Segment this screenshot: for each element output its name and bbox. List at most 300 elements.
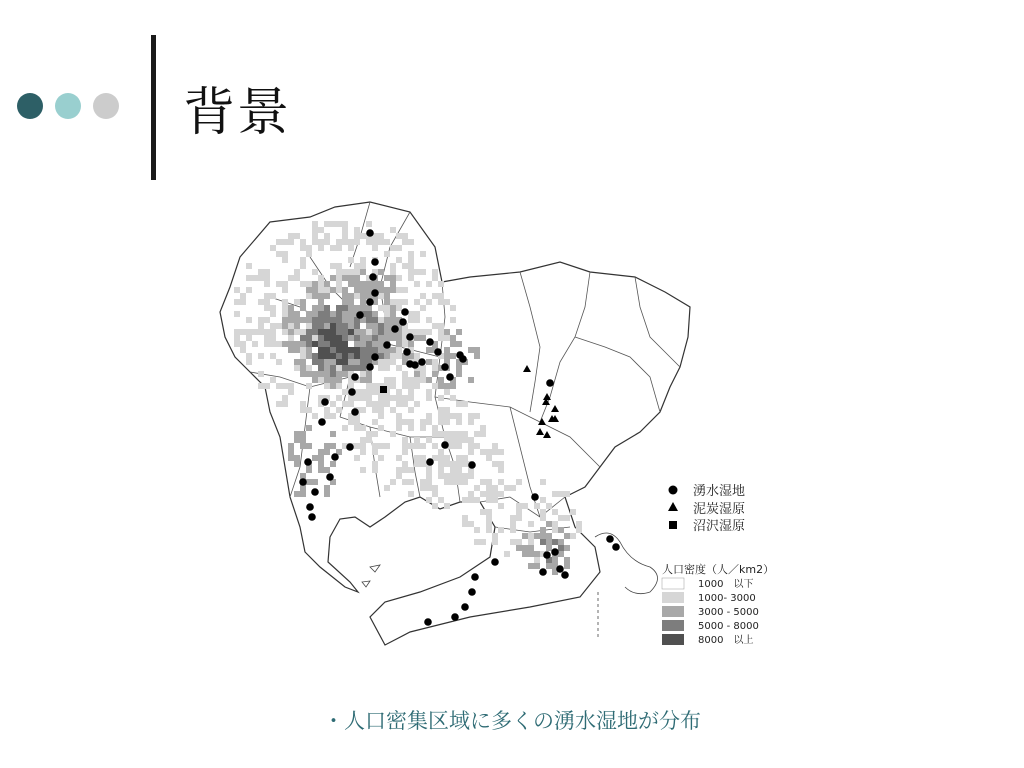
density-cell (330, 383, 336, 389)
density-cell (522, 551, 528, 557)
density-cell (372, 443, 378, 449)
density-cell (354, 419, 360, 425)
density-cell (288, 449, 294, 455)
density-cell (444, 335, 450, 341)
spring-wetland-marker (406, 333, 414, 341)
density-cell (462, 401, 468, 407)
density-cell (342, 365, 348, 371)
density-cell (366, 389, 372, 395)
density-cell (240, 329, 246, 335)
density-cell (318, 347, 324, 353)
density-cell (456, 443, 462, 449)
density-cell (366, 341, 372, 347)
density-cell (354, 353, 360, 359)
density-cell (420, 443, 426, 449)
density-cell (540, 533, 546, 539)
density-cell (342, 353, 348, 359)
spring-wetland-marker (306, 503, 314, 511)
density-cell (234, 341, 240, 347)
density-cell (312, 455, 318, 461)
density-cell (318, 299, 324, 305)
density-cell (450, 467, 456, 473)
density-cell (372, 467, 378, 473)
density-cell (336, 365, 342, 371)
density-cell (444, 455, 450, 461)
density-cell (474, 413, 480, 419)
density-cell (330, 365, 336, 371)
density-cell (354, 341, 360, 347)
density-cell (372, 317, 378, 323)
density-cell (234, 311, 240, 317)
spring-wetland-marker (369, 273, 377, 281)
density-cell (474, 443, 480, 449)
density-cell (354, 455, 360, 461)
density-cell (558, 551, 564, 557)
density-cell (270, 353, 276, 359)
density-cell (324, 287, 330, 293)
density-cell (312, 293, 318, 299)
density-cell (372, 239, 378, 245)
density-cell (360, 449, 366, 455)
density-cell (504, 551, 510, 557)
density-cell (378, 239, 384, 245)
density-cell (468, 449, 474, 455)
spring-wetland-marker (468, 588, 476, 596)
density-cell (396, 389, 402, 395)
density-cell (486, 455, 492, 461)
density-cell (390, 275, 396, 281)
density-cell (378, 443, 384, 449)
density-cell (306, 317, 312, 323)
density-cell (246, 287, 252, 293)
density-cell (294, 437, 300, 443)
density-cell (342, 287, 348, 293)
density-cell (432, 383, 438, 389)
density-cell (342, 347, 348, 353)
spring-wetland-marker (539, 568, 547, 576)
density-cell (426, 479, 432, 485)
density-cell (288, 275, 294, 281)
density-cell (384, 335, 390, 341)
density-cell (378, 287, 384, 293)
density-cell (342, 425, 348, 431)
density-cell (342, 275, 348, 281)
density-cell (552, 527, 558, 533)
map-svg (210, 197, 792, 663)
density-cell (336, 269, 342, 275)
density-cell (408, 425, 414, 431)
density-cell (360, 269, 366, 275)
density-cell (318, 455, 324, 461)
density-cell (324, 239, 330, 245)
density-cell (282, 317, 288, 323)
density-cell (354, 293, 360, 299)
density-cell (384, 299, 390, 305)
density-cell (420, 305, 426, 311)
density-cell (420, 293, 426, 299)
density-cell (294, 455, 300, 461)
density-cell (348, 299, 354, 305)
density-cell (318, 461, 324, 467)
density-cell (450, 305, 456, 311)
density-cell (288, 311, 294, 317)
density-cell (282, 395, 288, 401)
density-cell (330, 323, 336, 329)
density-cell (420, 377, 426, 383)
density-cell (342, 341, 348, 347)
density-cell (510, 539, 516, 545)
density-cell (402, 383, 408, 389)
density-cell (342, 233, 348, 239)
density-cell (306, 365, 312, 371)
density-cell (264, 383, 270, 389)
density-cell (372, 341, 378, 347)
density-cell (324, 413, 330, 419)
density-cell (240, 299, 246, 305)
density-cell (300, 239, 306, 245)
density-cell (378, 323, 384, 329)
density-cell (396, 473, 402, 479)
density-cell (288, 383, 294, 389)
density-cell (336, 371, 342, 377)
density-cell (438, 413, 444, 419)
density-cell (408, 443, 414, 449)
density-cell (438, 293, 444, 299)
density-cell (558, 545, 564, 551)
density-cell (378, 455, 384, 461)
density-cell (546, 539, 552, 545)
density-cell (408, 341, 414, 347)
density-cell (402, 287, 408, 293)
density-cell (366, 395, 372, 401)
spring-wetland-marker (366, 229, 374, 237)
density-cell (396, 365, 402, 371)
density-cell (480, 479, 486, 485)
density-cell (282, 341, 288, 347)
density-cell (384, 251, 390, 257)
density-cell (288, 317, 294, 323)
density-cell (396, 287, 402, 293)
density-cell (234, 329, 240, 335)
density-cell (288, 347, 294, 353)
density-cell (318, 329, 324, 335)
density-cell (312, 221, 318, 227)
density-cell (252, 275, 258, 281)
density-cell (432, 443, 438, 449)
density-cell (366, 347, 372, 353)
density-cell (414, 371, 420, 377)
density-cell (384, 305, 390, 311)
density-cell (324, 467, 330, 473)
density-cell (306, 245, 312, 251)
density-cell (366, 281, 372, 287)
density-cell (354, 329, 360, 335)
density-cell (342, 335, 348, 341)
density-cell (258, 275, 264, 281)
density-cell (264, 335, 270, 341)
density-cell (378, 401, 384, 407)
density-cell (312, 353, 318, 359)
title-divider (151, 35, 156, 180)
density-cell (396, 257, 402, 263)
density-cell (438, 449, 444, 455)
density-cell (414, 317, 420, 323)
density-cell (456, 365, 462, 371)
density-cell (558, 515, 564, 521)
density-cell (366, 239, 372, 245)
density-cell (348, 293, 354, 299)
density-cell (528, 551, 534, 557)
density-cell (348, 317, 354, 323)
density-cell (306, 323, 312, 329)
density-cell (450, 353, 456, 359)
density-cell (270, 305, 276, 311)
density-cell (552, 557, 558, 563)
density-cell (282, 257, 288, 263)
density-cell (408, 479, 414, 485)
density-cell (300, 263, 306, 269)
density-swatch-2 (662, 592, 684, 603)
density-cell (348, 329, 354, 335)
density-cell (390, 263, 396, 269)
density-cell (258, 323, 264, 329)
density-cell (312, 371, 318, 377)
density-cell (306, 311, 312, 317)
density-cell (366, 329, 372, 335)
density-cell (414, 401, 420, 407)
density-cell (312, 311, 318, 317)
density-cell (330, 311, 336, 317)
density-cell (552, 521, 558, 527)
density-cell (318, 281, 324, 287)
density-cell (306, 329, 312, 335)
density-cell (318, 293, 324, 299)
density-cell (336, 275, 342, 281)
density-cell (426, 437, 432, 443)
density-cell (510, 485, 516, 491)
density-cell (246, 335, 252, 341)
density-cell (288, 239, 294, 245)
density-cell (534, 551, 540, 557)
density-cell (354, 227, 360, 233)
density-cell (264, 293, 270, 299)
density-cell (294, 299, 300, 305)
density-cell (282, 323, 288, 329)
density-cell (414, 443, 420, 449)
density-cell (312, 305, 318, 311)
density-cell (432, 431, 438, 437)
density-cell (408, 389, 414, 395)
density-cell (240, 293, 246, 299)
density-cell (288, 443, 294, 449)
density-cell (546, 545, 552, 551)
density-label-4: 5000 - 8000 (698, 621, 759, 632)
density-cell (516, 479, 522, 485)
density-cell (444, 383, 450, 389)
density-cell (300, 371, 306, 377)
density-cell (546, 503, 552, 509)
spring-wetland-marker (424, 618, 432, 626)
density-cell (438, 467, 444, 473)
density-cell (408, 263, 414, 269)
density-cell (342, 227, 348, 233)
spring-wetland-marker (308, 513, 316, 521)
density-cell (258, 269, 264, 275)
density-cell (294, 317, 300, 323)
density-cell (402, 437, 408, 443)
density-cell (324, 407, 330, 413)
density-cell (450, 443, 456, 449)
density-cell (378, 359, 384, 365)
dot-2 (55, 93, 81, 119)
density-cell (390, 287, 396, 293)
density-cell (426, 329, 432, 335)
density-cell (306, 341, 312, 347)
density-cell (300, 431, 306, 437)
density-cell (276, 383, 282, 389)
density-cell (420, 335, 426, 341)
density-cell (468, 497, 474, 503)
density-cell (396, 347, 402, 353)
density-cell (438, 473, 444, 479)
density-cell (360, 395, 366, 401)
density-cell (306, 479, 312, 485)
density-cell (396, 341, 402, 347)
density-cell (330, 347, 336, 353)
density-cell (468, 377, 474, 383)
density-cell (372, 335, 378, 341)
density-cell (282, 401, 288, 407)
density-cell (270, 377, 276, 383)
density-cell (450, 383, 456, 389)
density-cell (408, 377, 414, 383)
density-cell (330, 431, 336, 437)
density-cell (486, 527, 492, 533)
spring-wetland-marker (351, 408, 359, 416)
density-cell (522, 545, 528, 551)
density-cell (306, 425, 312, 431)
density-cell (240, 341, 246, 347)
density-cell (348, 395, 354, 401)
density-cell (336, 317, 342, 323)
density-cell (294, 269, 300, 275)
density-cell (396, 467, 402, 473)
density-cell (540, 479, 546, 485)
density-cell (486, 485, 492, 491)
density-cell (444, 347, 450, 353)
density-cell (276, 281, 282, 287)
density-cell (372, 401, 378, 407)
density-cell (246, 329, 252, 335)
density-cell (354, 359, 360, 365)
density-cell (510, 521, 516, 527)
density-cell (270, 245, 276, 251)
density-cell (270, 341, 276, 347)
density-cell (348, 419, 354, 425)
density-cell (354, 287, 360, 293)
density-cell (516, 509, 522, 515)
density-cell (444, 503, 450, 509)
density-cell (348, 383, 354, 389)
spring-wetland-marker (471, 573, 479, 581)
density-cell (270, 293, 276, 299)
density-cell (366, 431, 372, 437)
density-cell (306, 287, 312, 293)
density-cell (432, 323, 438, 329)
density-cell (492, 491, 498, 497)
density-cell (438, 431, 444, 437)
density-cell (354, 347, 360, 353)
density-cell (498, 527, 504, 533)
density-cell (390, 269, 396, 275)
density-cell (312, 479, 318, 485)
density-cell (330, 359, 336, 365)
density-cell (324, 353, 330, 359)
density-cell (366, 221, 372, 227)
density-cell (336, 245, 342, 251)
density-cell (342, 305, 348, 311)
density-swatch-3 (662, 606, 684, 617)
density-cell (414, 311, 420, 317)
density-cell (534, 557, 540, 563)
spring-wetland-marker (331, 453, 339, 461)
density-cell (444, 389, 450, 395)
density-cell (384, 443, 390, 449)
spring-wetland-marker (326, 473, 334, 481)
density-cell (372, 407, 378, 413)
density-cell (390, 479, 396, 485)
density-cell (276, 341, 282, 347)
density-cell (324, 491, 330, 497)
density-cell (402, 461, 408, 467)
density-cell (402, 329, 408, 335)
density-cell (306, 443, 312, 449)
density-cell (246, 353, 252, 359)
density-cell (318, 305, 324, 311)
density-cell (444, 479, 450, 485)
density-cell (492, 461, 498, 467)
density-cell (486, 497, 492, 503)
density-cell (366, 323, 372, 329)
density-cell (300, 305, 306, 311)
density-cell (408, 383, 414, 389)
density-swatch-4 (662, 620, 684, 631)
density-cell (360, 365, 366, 371)
density-cell (462, 497, 468, 503)
density-cell (396, 401, 402, 407)
density-cell (288, 233, 294, 239)
density-cell (324, 311, 330, 317)
spring-wetland-marker (371, 353, 379, 361)
density-cell (330, 287, 336, 293)
density-cell (456, 479, 462, 485)
spring-wetland-marker (321, 398, 329, 406)
density-cell (318, 365, 324, 371)
density-cell (318, 227, 324, 233)
density-cell (378, 329, 384, 335)
density-cell (456, 419, 462, 425)
density-cell (348, 239, 354, 245)
density-cell (420, 479, 426, 485)
density-cell (336, 353, 342, 359)
density-cell (330, 461, 336, 467)
density-cell (402, 341, 408, 347)
density-cell (354, 443, 360, 449)
density-cell (282, 287, 288, 293)
density-cell (438, 323, 444, 329)
density-cell (474, 527, 480, 533)
density-cell (450, 431, 456, 437)
